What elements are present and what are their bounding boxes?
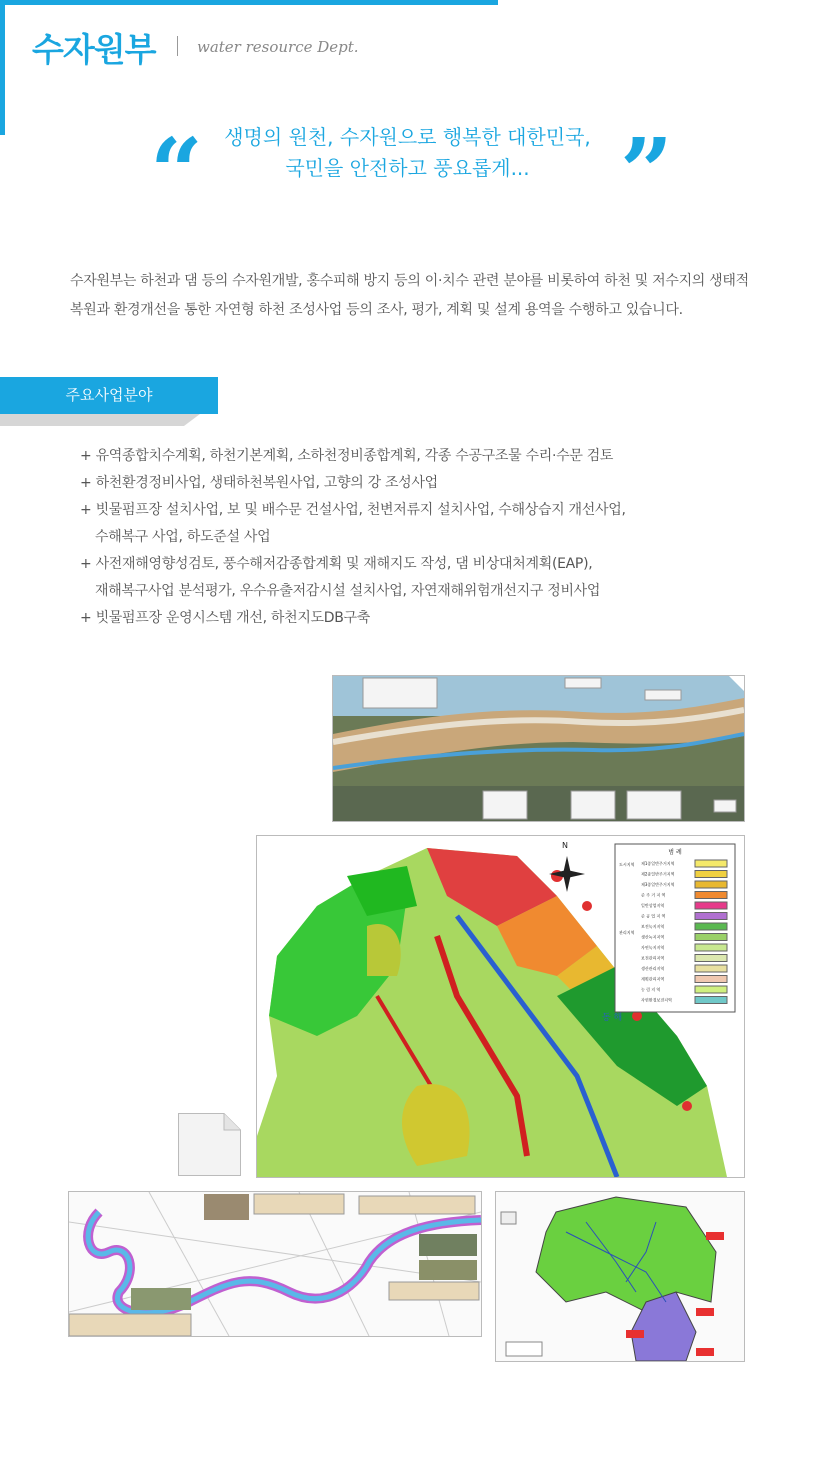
map-legend	[615, 844, 735, 1012]
legend-label: 생산녹지지역	[641, 934, 665, 940]
slogan	[190, 122, 625, 184]
legend-label: 제3종일반주거지역	[641, 882, 675, 887]
section-label: 주요사업분야	[65, 386, 153, 404]
svg-text:도시지역: 도시지역	[619, 862, 635, 867]
top-accent-bar	[0, 0, 498, 5]
legend-swatch	[695, 986, 727, 993]
slogan-line-2: 국민을 안전하고 풍요롭게...	[285, 156, 530, 180]
intro-text: 수자원부는 하천과 댐 등의 수자원개발, 홍수피해 방지 등의 이·치수 관련 분야를 비롯하여 하천 및 저수지의 생태적 복원과 환경개선을 통한 자연형 하천 조성사업 등의 조사, 평가, 계획 및 설계 용역을 수행하고 있습니다.	[70, 273, 749, 318]
legend-label: 자연녹지지역	[641, 945, 665, 950]
legend-swatch	[695, 997, 727, 1004]
legend-label: 준 주 거 지 역	[641, 892, 666, 898]
legend-swatch	[695, 913, 727, 920]
svg-text:관리지역: 관리지역	[619, 930, 635, 935]
legend-label: 보전관리지역	[641, 955, 665, 961]
zoning-map-image	[256, 835, 745, 1178]
river-plan-image	[68, 1191, 482, 1337]
legend-swatch	[695, 892, 727, 899]
legend-label: 일반상업지역	[641, 903, 665, 908]
title-divider	[177, 36, 178, 56]
north-label: N	[562, 841, 568, 850]
close-quote-icon: ”	[620, 118, 673, 226]
legend-label: 생산관리지역	[641, 966, 665, 971]
legend-swatch	[695, 871, 727, 878]
list-item: + 빗물펌프장 운영시스템 개선, 하천지도DB구축	[80, 610, 370, 626]
legend-swatch	[695, 976, 727, 983]
list-item: + 사전재해영향성검토, 풍수해저감종합계획 및 재해지도 작성, 댐 비상대처계획(EAP), 재해복구사업 분석평가, 우수유출저감시설 설치사업, 자연재해위험개선지구 정비사업	[80, 556, 601, 599]
sea-label: 동 해	[602, 1013, 623, 1023]
business-list	[80, 443, 780, 632]
legend-label: 보전녹지지역	[641, 924, 665, 929]
legend-label: 준 공 업 지 역	[641, 913, 666, 919]
section-tab-shadow	[0, 414, 200, 426]
page-title: 수자원부	[32, 30, 156, 69]
legend-swatch	[695, 944, 727, 951]
document-icon	[178, 1113, 241, 1176]
open-quote-icon: “	[150, 118, 203, 226]
legend-swatch	[695, 860, 727, 867]
legend-label: 제2종일반주거지역	[641, 871, 675, 877]
legend-swatch	[695, 923, 727, 930]
list-item: + 유역종합치수계획, 하천기본계획, 소하천정비종합계획, 각종 수공구조물 수리·수문 검토	[80, 448, 614, 464]
legend-swatch	[695, 965, 727, 972]
legend-label: 계획관리지역	[641, 976, 665, 982]
list-item: + 하천환경정비사업, 생태하천복원사업, 고향의 강 조성사업	[80, 475, 438, 491]
riverbank-design-image	[332, 675, 745, 822]
list-item: + 빗물펌프장 설치사업, 보 및 배수문 건설사업, 천변저류지 설치사업, 수해상습지 개선사업, 수해복구 사업, 하도준설 사업	[80, 502, 626, 545]
slogan-line-1: 생명의 원천, 수자원으로 행복한 대한민국,	[224, 125, 591, 149]
legend-label: 자연환경보전지역	[641, 997, 672, 1003]
legend-swatch	[695, 881, 727, 888]
legend-swatch	[695, 955, 727, 962]
legend-label: 제1종일반주거지역	[641, 861, 675, 866]
regional-map-image	[495, 1191, 745, 1362]
svg-text:범 례: 범 례	[668, 849, 682, 856]
legend-label: 농 림 지 역	[641, 987, 661, 992]
legend-swatch	[695, 934, 727, 941]
legend-swatch	[695, 902, 727, 909]
left-accent-bar	[0, 0, 5, 135]
page-subtitle: water resource Dept.	[197, 38, 359, 56]
